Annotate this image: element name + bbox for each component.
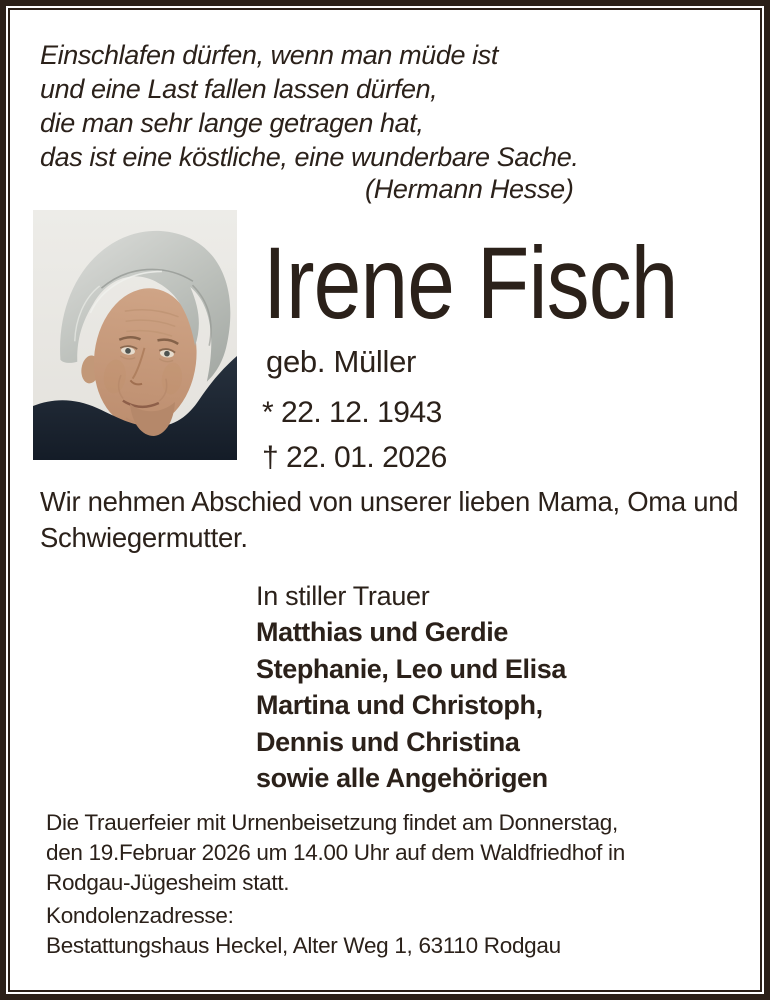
text-line: Rodgau-Jügesheim statt. [46,870,290,895]
mourning-names [256,614,566,797]
text-line: Einschlafen dürfen, wenn man müde ist [40,40,498,70]
text-line: die man sehr lange getragen hat, [40,108,424,138]
birth-date: * 22. 12. 1943 [262,396,442,429]
text-line: und eine Last fallen lassen dürfen, [40,74,438,104]
deceased-birth-name: geb. Müller [266,344,417,379]
text-line: Matthias und Gerdie [256,617,508,647]
condolence-label: Kondolenzadresse: [46,903,234,928]
text-line: Die Trauerfeier mit Urnenbeisetzung findet am Donnerstag, [46,810,618,835]
text-line: das ist eine köstliche, eine wunderbare Sache. [40,142,579,172]
text-line: Schwiegermutter. [40,522,248,553]
memorial-quote [40,38,578,174]
quote-attribution: (Hermann Hesse) [365,174,574,204]
text-line: sowie alle Angehörigen [256,763,548,793]
death-date: † 22. 01. 2026 [262,441,447,474]
farewell-text [40,484,738,556]
text-line: Wir nehmen Abschied von unserer lieben Mama, Oma und [40,486,739,517]
text-line: Stephanie, Leo und Elisa [256,653,566,684]
funeral-service-info [46,808,625,898]
portrait-illustration [33,210,237,460]
text-line: den 19.Februar 2026 um 14.00 Uhr auf dem Waldfriedhof in [46,840,625,865]
portrait-photo [33,210,237,460]
mourning-intro: In stiller Trauer [256,581,430,611]
text-line: Martina und Christoph, [256,690,543,720]
condolence-address: Bestattungshaus Heckel, Alter Weg 1, 63110 Rodgau [46,933,561,958]
text-line: Dennis und Christina [256,726,520,757]
deceased-name: Irene Fisch [263,226,678,340]
